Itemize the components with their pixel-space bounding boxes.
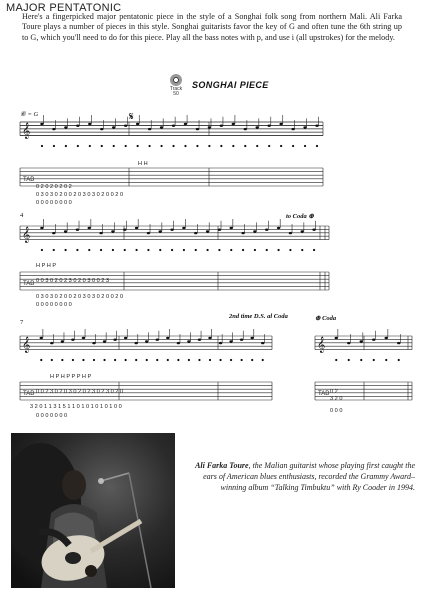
segno-mark: 𝄋	[129, 111, 134, 123]
system-3-bass-note	[230, 359, 232, 361]
tuning-mark: ⑥ = G	[20, 111, 39, 118]
section-title: MAJOR PENTATONIC	[6, 2, 122, 14]
system-2-bass-note	[147, 249, 149, 251]
system-1-bass-note	[244, 145, 246, 147]
system-3-bass-note	[125, 359, 127, 361]
system-3-notehead	[50, 342, 53, 344]
system-2-bass-note	[183, 249, 185, 251]
caption-text: , the Malian guitarist whose playing first caught the ears of American blues enthusiasts, recorded the Grammy Award–winning album “Talking Timbuktu” with Ry Cooder in 1994.	[203, 461, 415, 492]
system-2-notehead	[277, 227, 280, 229]
system-2-bass-note	[289, 249, 291, 251]
system-2-notehead	[76, 229, 79, 231]
system-1-notehead	[136, 123, 139, 125]
tab-row-coda-upper: 0 2	[330, 389, 338, 395]
tab-row-3-lower: 3 2 0 1 1 3 1 5 1 1 0 1 0 1 0 1 0 1 0 0	[30, 404, 122, 410]
system-2-bass-note	[124, 249, 126, 251]
coda-bass-note	[360, 359, 362, 361]
system-1-bass-note	[53, 145, 55, 147]
coda-bass-note	[373, 359, 375, 361]
system-3-notehead	[229, 340, 232, 342]
system-1-notehead	[208, 126, 211, 128]
photo-caption	[187, 460, 415, 493]
system-2-notehead	[88, 227, 91, 229]
system-3-notehead	[250, 337, 253, 339]
tab-row-3-top: H P H P P P H P	[50, 374, 92, 380]
system-2-notehead	[265, 229, 268, 231]
system-2-notehead	[159, 230, 162, 232]
tab-row-3-bass: 0 0 0 0 0 0 0	[36, 413, 68, 419]
system-2-notehead	[312, 229, 315, 231]
tab-row-2-lower: 0 3 0 3 0 2 0 0 2 0 3 0 3 0 2 0 0 2 0	[36, 294, 124, 300]
caption-name: Ali Farka Toure	[195, 461, 249, 470]
system-2-notehead	[194, 232, 197, 234]
system-3-notehead	[92, 342, 95, 344]
treble-clef-1: 𝄞	[22, 124, 31, 139]
system-3-notehead	[82, 337, 85, 339]
system-3-bass-note	[188, 359, 190, 361]
system-1-notehead	[196, 128, 199, 130]
system-3-notehead	[124, 337, 127, 339]
system-2-bass-note	[313, 249, 315, 251]
system-1-bass-note	[280, 145, 282, 147]
tab-row-2-top: H P H P	[36, 263, 57, 269]
system-1-notehead	[40, 123, 43, 125]
tab-row-1-upper: 0 2 0 2 0 2 0 2	[36, 184, 72, 190]
system-1-notehead	[148, 128, 151, 130]
system-1-notehead	[124, 125, 127, 127]
system-1-bass-note	[113, 145, 115, 147]
system-number-7: 7	[20, 319, 24, 326]
tab-row-coda-bass: 0 0 0	[330, 408, 343, 414]
tab-clef: TAB	[318, 391, 330, 397]
system-2-bass-note	[64, 249, 66, 251]
treble-clef-2: 𝄞	[22, 228, 31, 243]
system-2-bass-note	[254, 249, 256, 251]
system-3-notehead	[208, 337, 211, 339]
system-2-notehead	[170, 229, 173, 231]
system-1-notehead	[315, 125, 318, 127]
coda-bass-note	[398, 359, 400, 361]
treble-clef-3: 𝄞	[22, 338, 31, 353]
system-2-bass-note	[41, 249, 43, 251]
system-1-bass-note	[125, 145, 127, 147]
intro-paragraph: Here's a fingerpicked major pentatonic piece in the style of a Songhai folk song from northern Mali. Ali Farka Toure plays a number of pieces in this style. Songhai guitarists favor the key of G and often tune the 6th string up to G, which you'll need to do for this piece. Play all the bass notes with p, and use i (all upstrokes) for the melody.	[22, 12, 402, 42]
system-1-bass-note	[160, 145, 162, 147]
system-3-bass-note	[241, 359, 243, 361]
system-3-bass-note	[93, 359, 95, 361]
system-1-bass-note	[256, 145, 258, 147]
system-1-notehead	[64, 126, 67, 128]
system-2-bass-note	[171, 249, 173, 251]
coda-bass-note	[385, 359, 387, 361]
system-2-bass-note	[277, 249, 279, 251]
system-3-notehead	[240, 339, 243, 341]
system-3-notehead	[177, 342, 180, 344]
system-3-bass-note	[219, 359, 221, 361]
system-3-bass-note	[198, 359, 200, 361]
system-3-notehead	[40, 337, 43, 339]
coda-bass-note	[348, 359, 350, 361]
system-1-notehead	[232, 123, 235, 125]
system-3-bass-note	[146, 359, 148, 361]
coda-notehead	[397, 342, 400, 344]
system-1-bass-note	[196, 145, 198, 147]
system-2-bass-note	[266, 249, 268, 251]
system-2-bass-note	[195, 249, 197, 251]
system-1-bass-note	[316, 145, 318, 147]
system-3-bass-note	[82, 359, 84, 361]
system-3-bass-note	[103, 359, 105, 361]
system-3-bass-note	[167, 359, 169, 361]
system-1-notehead	[244, 128, 247, 130]
system-3-bass-note	[251, 359, 253, 361]
system-2-notehead	[182, 227, 185, 229]
system-2-bass-note	[53, 249, 55, 251]
system-1-bass-note	[101, 145, 103, 147]
system-3-bass-note	[51, 359, 53, 361]
coda-notehead	[347, 342, 350, 344]
system-2-notehead	[230, 227, 233, 229]
system-2-notehead	[241, 232, 244, 234]
system-3-notehead	[134, 342, 137, 344]
system-2-notehead	[40, 227, 43, 229]
tab-clef: TAB	[23, 391, 35, 397]
system-1-notehead	[267, 125, 270, 127]
tab-row-2-upper: 0 0 3 0 2 0 2 3 0 2 0 3 0 0 2 3	[36, 278, 110, 284]
system-1-notehead	[112, 126, 115, 128]
piece-title: SONGHAI PIECE	[192, 80, 269, 90]
coda-notehead	[360, 340, 363, 342]
coda-bass-note	[335, 359, 337, 361]
system-2-bass-note	[242, 249, 244, 251]
system-3-bass-note	[135, 359, 137, 361]
system-1-bass-note	[65, 145, 67, 147]
system-2-notehead	[135, 227, 138, 229]
system-1-notehead	[172, 125, 175, 127]
system-1-bass-note	[304, 145, 306, 147]
system-2-bass-note	[76, 249, 78, 251]
system-1-bass-note	[137, 145, 139, 147]
system-3-notehead	[61, 340, 64, 342]
coda-notehead	[385, 337, 388, 339]
system-1-bass-note	[268, 145, 270, 147]
system-2-notehead	[301, 230, 304, 232]
to-coda-mark: to Coda ⊕	[286, 213, 314, 220]
system-2-bass-note	[301, 249, 303, 251]
system-2-bass-note	[88, 249, 90, 251]
tab-row-3-upper: 0 0 2 3 0 2 0 3 0 2 0 2 3 0 2 3 0 2 0	[36, 389, 124, 395]
system-1-bass-note	[77, 145, 79, 147]
system-2-notehead	[206, 230, 209, 232]
tab-row-coda-lower: 3 2 0	[330, 396, 343, 402]
system-1-bass-note	[149, 145, 151, 147]
track-label: Track	[169, 86, 183, 92]
tab-row-1-top: H H	[138, 161, 148, 167]
system-2-bass-note	[159, 249, 161, 251]
system-3-notehead	[103, 340, 106, 342]
system-1-notehead	[76, 125, 79, 127]
coda-notehead	[335, 337, 338, 339]
system-1-bass-note	[208, 145, 210, 147]
system-1-bass-note	[184, 145, 186, 147]
system-2-bass-note	[100, 249, 102, 251]
system-2-bass-note	[206, 249, 208, 251]
system-3-notehead	[198, 339, 201, 341]
system-2-notehead	[289, 232, 292, 234]
system-3-notehead	[166, 337, 169, 339]
tab-clef: TAB	[23, 281, 35, 287]
tab-row-1-bass: 0 0 0 0 0 0 0 0	[36, 200, 72, 206]
system-2-bass-note	[135, 249, 137, 251]
system-number-4: 4	[20, 212, 24, 219]
system-3-bass-note	[209, 359, 211, 361]
system-2-notehead	[111, 230, 114, 232]
system-1-bass-note	[89, 145, 91, 147]
system-1-bass-note	[172, 145, 174, 147]
system-3-notehead	[219, 342, 222, 344]
system-3-bass-note	[72, 359, 74, 361]
guitarist-photo	[11, 433, 175, 588]
system-2-notehead	[99, 232, 102, 234]
system-1-notehead	[256, 126, 259, 128]
treble-clef-coda: 𝄞	[317, 338, 326, 353]
system-2-notehead	[123, 229, 126, 231]
system-3-notehead	[113, 339, 116, 341]
system-2-notehead	[147, 232, 150, 234]
system-3-bass-note	[262, 359, 264, 361]
tab-row-2-bass: 0 0 0 0 0 0 0 0	[36, 302, 72, 308]
system-3-bass-note	[156, 359, 158, 361]
system-1-notehead	[291, 128, 294, 130]
system-1-notehead	[52, 128, 55, 130]
system-3-bass-note	[177, 359, 179, 361]
system-1-notehead	[160, 126, 163, 128]
system-3-notehead	[156, 339, 159, 341]
system-2-notehead	[253, 230, 256, 232]
system-2-notehead	[52, 232, 55, 234]
system-2-bass-note	[230, 249, 232, 251]
system-3-bass-note	[40, 359, 42, 361]
system-2-bass-note	[112, 249, 114, 251]
system-1-notehead	[279, 123, 282, 125]
system-1-notehead	[220, 125, 223, 127]
system-1-notehead	[88, 123, 91, 125]
track-number: 50	[173, 91, 179, 97]
tab-row-1-lower: 0 3 0 3 0 2 0 0 2 0 3 0 3 0 2 0 0 2 0	[36, 192, 124, 198]
system-3-bass-note	[114, 359, 116, 361]
system-2-notehead	[64, 230, 67, 232]
system-1-bass-note	[220, 145, 222, 147]
tab-clef: TAB	[23, 177, 35, 183]
system-1-bass-note	[232, 145, 234, 147]
system-1-bass-note	[292, 145, 294, 147]
coda-notehead	[372, 339, 375, 341]
system-1-notehead	[184, 123, 187, 125]
coda-mark: ⊕ Coda	[315, 315, 337, 322]
system-1-notehead	[303, 126, 306, 128]
system-1-notehead	[100, 128, 103, 130]
system-3-bass-note	[61, 359, 63, 361]
system-3-notehead	[145, 340, 148, 342]
system-3-notehead	[261, 342, 264, 344]
system-3-notehead	[71, 339, 74, 341]
system-3-notehead	[187, 340, 190, 342]
ds-al-coda-mark: 2nd time D.S. al Coda	[229, 313, 288, 320]
system-1-bass-note	[41, 145, 43, 147]
system-2-bass-note	[218, 249, 220, 251]
